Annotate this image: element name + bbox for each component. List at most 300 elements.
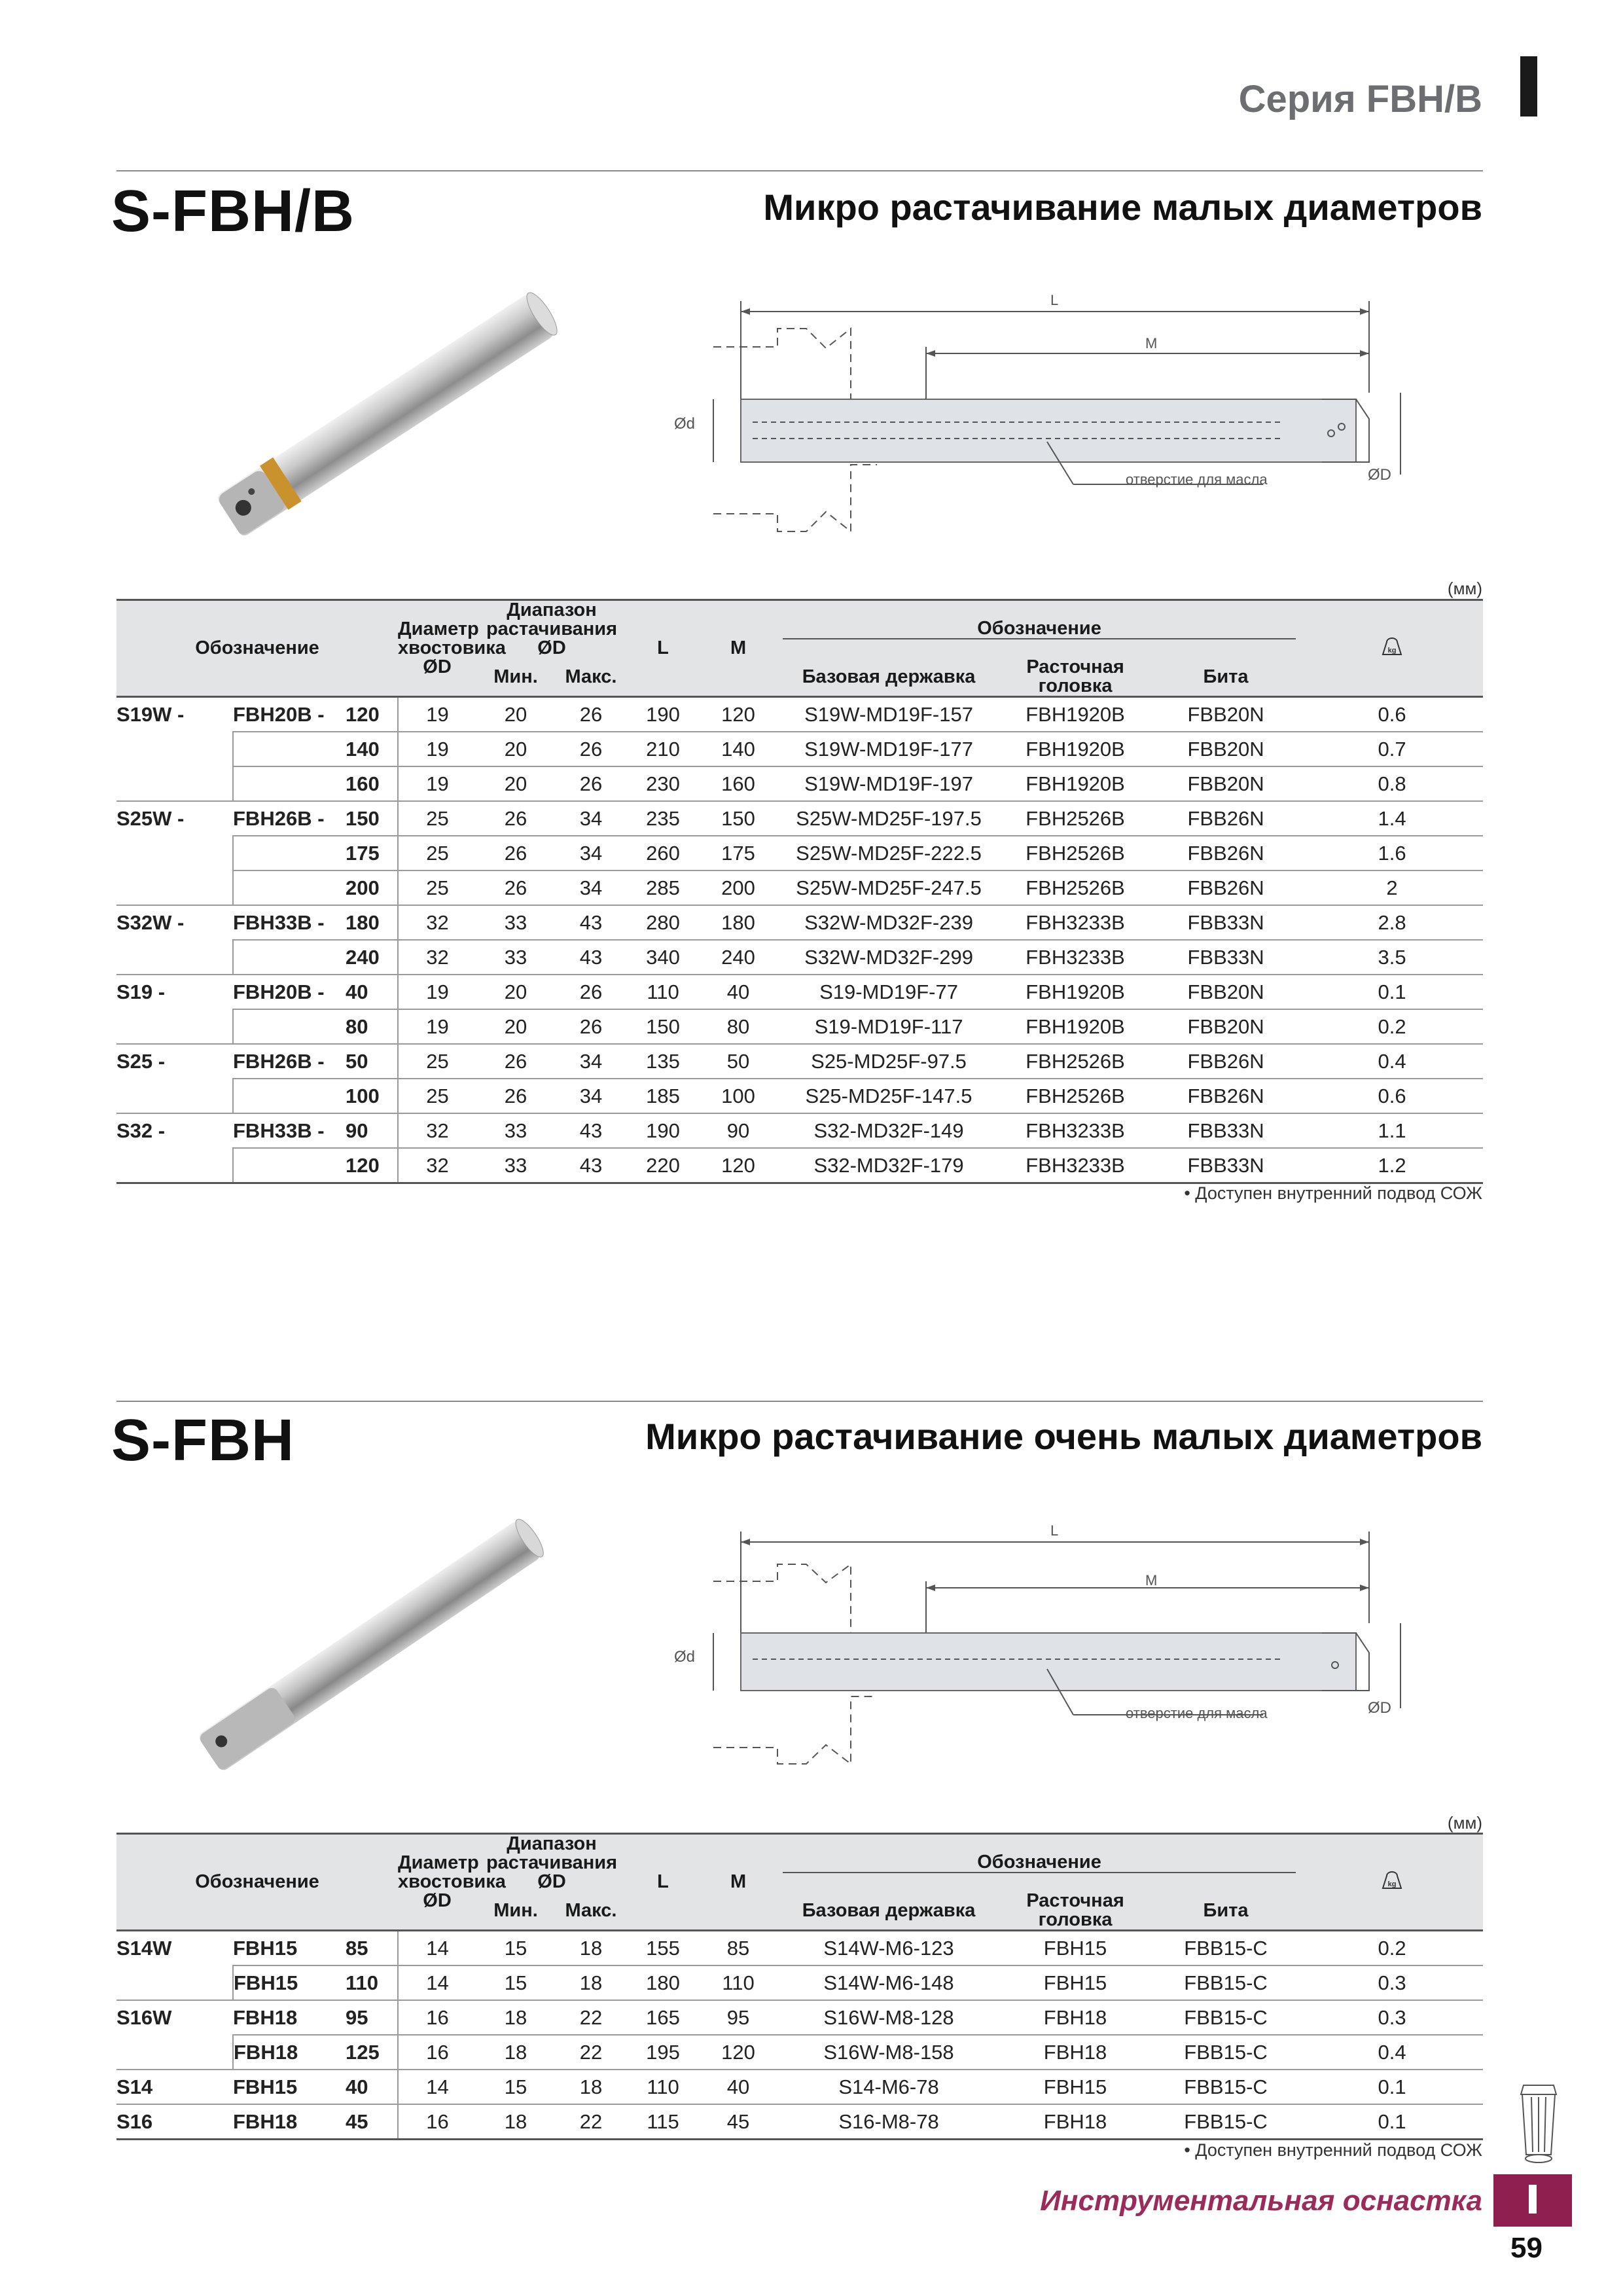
table-row — [116, 2104, 1483, 2140]
section1-subtitle: Микро растачивание малых диаметров — [763, 187, 1482, 228]
table-cell: FBH15 — [233, 2070, 346, 2104]
table-cell — [116, 836, 233, 870]
table-cell: FBH3233B — [1000, 940, 1150, 975]
table-row — [116, 975, 1483, 1009]
table-cell: S25 - — [116, 1050, 166, 1073]
footer-section-title: Инструментальная оснастка — [1040, 2185, 1482, 2217]
col-designation: Обозначение — [116, 1834, 398, 1931]
table-cell: FBH33B - — [233, 905, 346, 940]
col-L: L — [627, 600, 699, 697]
section1-dim-L: L — [1050, 292, 1059, 308]
table-cell: FBB33N — [1150, 905, 1301, 940]
table-cell: FBH15 — [233, 1931, 346, 1966]
table-cell: FBB15-C — [1150, 1965, 1301, 2000]
table-cell: 16 — [398, 2035, 476, 2070]
table-cell: 32 — [398, 905, 476, 940]
table-cell: S14W-M6-123 — [777, 1931, 1000, 1966]
table-cell: FBH18 — [1000, 2035, 1150, 2070]
table-cell: 230 — [627, 766, 699, 801]
table-cell: FBB33N — [1150, 1113, 1301, 1148]
table-cell: 19 — [398, 1009, 476, 1044]
table-cell: 26 — [555, 1009, 627, 1044]
section2-dim-D: ØD — [1368, 1699, 1391, 1717]
table-cell: 80 — [346, 1009, 398, 1044]
table-cell: 26 — [555, 766, 627, 801]
col-range: Диапазон растачивания ØD — [476, 600, 627, 658]
table-cell: 2.8 — [1301, 905, 1483, 940]
table-cell: 185 — [627, 1079, 699, 1113]
col-max: Макс. — [555, 1892, 627, 1931]
boring-bar-photo-icon — [183, 1505, 589, 1787]
table-cell: 40 — [699, 2070, 777, 2104]
table-cell — [233, 1009, 346, 1044]
table-cell: 14 — [398, 2070, 476, 2104]
table-row — [116, 940, 1483, 975]
table-cell: 0.3 — [1301, 2000, 1483, 2035]
table-cell: 34 — [555, 1044, 627, 1079]
col-bit: Бита — [1150, 1892, 1301, 1931]
table-cell: FBH2526B — [1000, 1079, 1150, 1113]
table-cell — [233, 940, 346, 975]
table-cell: 0.7 — [1301, 732, 1483, 766]
table-cell: 235 — [627, 801, 699, 836]
table-cell: 285 — [627, 870, 699, 905]
table-cell: FBH1920B — [1000, 1009, 1150, 1044]
table-cell: FBB26N — [1150, 870, 1301, 905]
section2-dimension-drawing — [654, 1525, 1453, 1767]
table-cell: FBH18 — [233, 2104, 346, 2140]
table-cell: FBH1920B — [1000, 697, 1150, 732]
table-cell: 0.3 — [1301, 1965, 1483, 2000]
table-cell: 190 — [627, 697, 699, 732]
table-cell: FBH15 — [1000, 2070, 1150, 2104]
table-cell: FBH1920B — [1000, 732, 1150, 766]
table-cell: 20 — [476, 732, 555, 766]
table-cell: 18 — [476, 2035, 555, 2070]
table-cell: FBB15-C — [1150, 2104, 1301, 2140]
col-shank: Диаметр хвостовика ØD — [398, 600, 476, 697]
table-cell: 0.4 — [1301, 1044, 1483, 1079]
table-cell: 20 — [476, 1009, 555, 1044]
table-cell: S25W-MD25F-222.5 — [777, 836, 1000, 870]
col-base: Базовая державка — [777, 658, 1000, 697]
col-weight — [1301, 600, 1483, 697]
table-cell: 50 — [699, 1044, 777, 1079]
section2-coolant-note: • Доступен внутренний подвод СОЖ — [1184, 2140, 1482, 2160]
table-cell: 120 — [699, 1148, 777, 1183]
table-cell: FBH26B - — [233, 801, 346, 836]
table-cell: 80 — [699, 1009, 777, 1044]
table-cell: 150 — [699, 801, 777, 836]
table-cell: FBH2526B — [1000, 870, 1150, 905]
section2-oil-hole-label: отверстие для масла — [1126, 1705, 1268, 1721]
table-cell: FBH3233B — [1000, 905, 1150, 940]
col-shank: Диаметр хвостовика ØD — [398, 1834, 476, 1931]
table-cell: FBH1920B — [1000, 975, 1150, 1009]
table-cell: 18 — [555, 1965, 627, 2000]
table-row — [116, 801, 1483, 836]
table-cell: 110 — [699, 1965, 777, 2000]
table-cell: 18 — [555, 2070, 627, 2104]
table-cell: 19 — [398, 697, 476, 732]
col-head: Расточная головка — [1000, 1892, 1150, 1931]
col-range: Диапазон растачивания ØD — [476, 1834, 627, 1892]
table-cell: 160 — [346, 766, 398, 801]
table-cell: 165 — [627, 2000, 699, 2035]
table-cell: 1.1 — [1301, 1113, 1483, 1148]
table-cell: 110 — [627, 2070, 699, 2104]
table-cell: 1.2 — [1301, 1148, 1483, 1183]
table-cell: 18 — [555, 1931, 627, 1966]
table-cell: FBH18 — [1000, 2000, 1150, 2035]
table-row — [116, 766, 1483, 801]
table-cell: 19 — [398, 732, 476, 766]
series-title: Серия FBH/B — [1238, 78, 1482, 120]
table-cell — [116, 766, 233, 801]
section2-subtitle: Микро растачивание очень малых диаметров — [645, 1416, 1482, 1457]
svg-text:kg: kg — [1387, 646, 1397, 655]
table-cell: 85 — [346, 1931, 398, 1966]
table-row — [116, 2000, 1483, 2035]
table-cell: 155 — [627, 1931, 699, 1966]
table-cell: 200 — [346, 870, 398, 905]
table-cell: 120 — [346, 1148, 398, 1183]
table-cell: FBH20B - — [233, 697, 346, 732]
table-cell: 220 — [627, 1148, 699, 1183]
table-cell: FBB20N — [1150, 766, 1301, 801]
table-cell: 240 — [699, 940, 777, 975]
table-cell: S25W-MD25F-247.5 — [777, 870, 1000, 905]
table-cell: S16W — [116, 2006, 172, 2029]
kg-weight-icon — [1379, 637, 1405, 656]
table-cell: 20 — [476, 766, 555, 801]
section1-dim-d: Ød — [674, 415, 696, 433]
table-row — [116, 1044, 1483, 1079]
table-cell: FBB15-C — [1150, 2035, 1301, 2070]
table-row — [116, 2035, 1483, 2070]
table-cell: 135 — [627, 1044, 699, 1079]
table-cell: S32-MD32F-179 — [777, 1148, 1000, 1183]
table-cell: 3.5 — [1301, 940, 1483, 975]
section1-unit: (мм) — [1447, 579, 1482, 598]
table-cell: 95 — [346, 2000, 398, 2035]
table-cell: FBH2526B — [1000, 1044, 1150, 1079]
table-cell: 0.1 — [1301, 2070, 1483, 2104]
table-cell: S19-MD19F-77 — [777, 975, 1000, 1009]
table-cell: 16 — [398, 2104, 476, 2140]
table-cell: FBH18 — [1000, 2104, 1150, 2140]
table-cell: 140 — [346, 732, 398, 766]
table-cell: S14W — [116, 1937, 172, 1960]
table-row — [116, 732, 1483, 766]
table-cell: FBH15 — [1000, 1931, 1150, 1966]
table-cell: 25 — [398, 1079, 476, 1113]
table-cell: 180 — [346, 905, 398, 940]
table-cell: 15 — [476, 2070, 555, 2104]
table-cell: 22 — [555, 2035, 627, 2070]
table-cell: FBH3233B — [1000, 1148, 1150, 1183]
table-cell: 85 — [699, 1931, 777, 1966]
table-cell — [116, 732, 233, 766]
table-cell — [233, 836, 346, 870]
table-cell: 19 — [398, 975, 476, 1009]
table-cell: S14 — [116, 2070, 233, 2104]
table-cell: 120 — [699, 2035, 777, 2070]
table-row — [116, 697, 1483, 732]
kg-weight-icon — [1379, 1871, 1405, 1890]
table-cell: FBB15-C — [1150, 2070, 1301, 2104]
section2-spec-table — [116, 1833, 1483, 2140]
table-cell: 180 — [627, 1965, 699, 2000]
table-cell: S19-MD19F-117 — [777, 1009, 1000, 1044]
table-cell — [233, 732, 346, 766]
table-cell: 34 — [555, 836, 627, 870]
section2-code: S-FBH — [111, 1408, 294, 1473]
table-cell: 180 — [699, 905, 777, 940]
table-cell: S25-MD25F-97.5 — [777, 1044, 1000, 1079]
table-cell: FBB15-C — [1150, 2000, 1301, 2035]
table-cell: 26 — [476, 1079, 555, 1113]
series-marker-bar — [1520, 56, 1537, 117]
table-cell: 95 — [699, 2000, 777, 2035]
table-cell: 26 — [476, 870, 555, 905]
section2-unit: (мм) — [1447, 1813, 1482, 1833]
col-designation: Обозначение — [116, 600, 398, 697]
table-row — [116, 2070, 1483, 2104]
collet-icon — [1516, 2081, 1561, 2166]
table-cell: 33 — [476, 1113, 555, 1148]
section1-dimension-drawing — [654, 288, 1453, 537]
table-cell: 14 — [398, 1965, 476, 2000]
section1-dim-M: M — [1145, 335, 1158, 351]
table-cell: 1.4 — [1301, 801, 1483, 836]
table-cell: 43 — [555, 1113, 627, 1148]
table-cell: 120 — [346, 697, 398, 732]
col-max: Макс. — [555, 658, 627, 697]
table-cell: FBH2526B — [1000, 836, 1150, 870]
table-cell: 160 — [699, 766, 777, 801]
table-cell: 22 — [555, 2104, 627, 2140]
col-M: M — [699, 1834, 777, 1931]
table-cell: FBH3233B — [1000, 1113, 1150, 1148]
table-cell: S25W - — [116, 807, 185, 830]
svg-text:kg: kg — [1387, 1880, 1397, 1888]
table-cell: FBB26N — [1150, 1044, 1301, 1079]
table-cell: 33 — [476, 1148, 555, 1183]
table-cell: 200 — [699, 870, 777, 905]
table-cell — [233, 1148, 346, 1183]
table-cell: S14W-M6-148 — [777, 1965, 1000, 2000]
table-row — [116, 1009, 1483, 1044]
col-designation-group: Обозначение — [777, 1834, 1301, 1892]
section1-coolant-note: • Доступен внутренний подвод СОЖ — [1184, 1183, 1482, 1203]
table-cell: 115 — [627, 2104, 699, 2140]
table-cell: 26 — [476, 1044, 555, 1079]
table-cell: S16W-M8-128 — [777, 2000, 1000, 2035]
table-cell: FBH18 — [233, 2000, 346, 2035]
table-cell: FBH18 — [233, 2035, 346, 2070]
table-cell: S14-M6-78 — [777, 2070, 1000, 2104]
table-row — [116, 870, 1483, 905]
section2-divider — [116, 1401, 1483, 1402]
table-cell — [233, 870, 346, 905]
table-cell: 0.8 — [1301, 766, 1483, 801]
table-cell: 40 — [346, 2070, 398, 2104]
table-cell: 16 — [398, 2000, 476, 2035]
table-cell: 140 — [699, 732, 777, 766]
col-designation-group: Обозначение — [777, 600, 1301, 658]
section2-dim-d: Ød — [674, 1648, 696, 1666]
table-cell: 50 — [346, 1044, 398, 1079]
table-row — [116, 905, 1483, 940]
table-cell: 195 — [627, 2035, 699, 2070]
table-cell: 0.4 — [1301, 2035, 1483, 2070]
table-cell: S19W-MD19F-157 — [777, 697, 1000, 732]
table-cell: 0.2 — [1301, 1931, 1483, 1966]
table-cell: 0.6 — [1301, 1079, 1483, 1113]
table-cell: 32 — [398, 1148, 476, 1183]
page-number: 59 — [1510, 2232, 1543, 2264]
table-cell: FBH20B - — [233, 975, 346, 1009]
table-cell — [116, 940, 233, 975]
table-cell: 0.6 — [1301, 697, 1483, 732]
table-cell: FBH15 — [233, 1965, 346, 2000]
section1-spec-table — [116, 599, 1483, 1184]
table-cell: 175 — [699, 836, 777, 870]
table-cell — [233, 766, 346, 801]
table-cell: 26 — [476, 836, 555, 870]
table-cell: S19 - — [116, 980, 166, 1003]
table-cell: 1.6 — [1301, 836, 1483, 870]
table-cell: FBB33N — [1150, 940, 1301, 975]
table-row — [116, 1079, 1483, 1113]
table-cell: 150 — [627, 1009, 699, 1044]
table-cell: 90 — [699, 1113, 777, 1148]
table-cell: 125 — [346, 2035, 398, 2070]
table-cell: 19 — [398, 766, 476, 801]
col-min: Мин. — [476, 658, 555, 697]
table-cell: 34 — [555, 801, 627, 836]
table-row — [116, 1965, 1483, 2000]
table-cell: 0.1 — [1301, 2104, 1483, 2140]
table-cell: 110 — [627, 975, 699, 1009]
table-cell: FBB20N — [1150, 732, 1301, 766]
table-cell: FBB26N — [1150, 836, 1301, 870]
table-cell: FBB20N — [1150, 1009, 1301, 1044]
table-cell: 15 — [476, 1931, 555, 1966]
table-cell: 33 — [476, 940, 555, 975]
section1-dim-D: ØD — [1368, 466, 1391, 484]
col-bit: Бита — [1150, 658, 1301, 697]
table-cell: FBB33N — [1150, 1148, 1301, 1183]
table-cell — [116, 870, 233, 905]
table-cell: S16 — [116, 2104, 233, 2140]
table-cell: 14 — [398, 1931, 476, 1966]
table-cell: 26 — [555, 975, 627, 1009]
col-head: Расточная головка — [1000, 658, 1150, 697]
section2-dim-M: M — [1145, 1572, 1158, 1588]
table-cell: 43 — [555, 1148, 627, 1183]
table-cell: 34 — [555, 870, 627, 905]
table-cell — [116, 1965, 233, 2000]
table-cell: 190 — [627, 1113, 699, 1148]
table-cell: FBB15-C — [1150, 1931, 1301, 1966]
table-row — [116, 1931, 1483, 1966]
section2-dim-L: L — [1050, 1522, 1059, 1539]
table-cell: FBB26N — [1150, 1079, 1301, 1113]
table-cell: FBH26B - — [233, 1044, 346, 1079]
table-cell — [116, 1079, 233, 1113]
table-cell: S16-M8-78 — [777, 2104, 1000, 2140]
table-cell: S19W - — [116, 703, 185, 726]
table-cell: FBB20N — [1150, 697, 1301, 732]
table-cell: 2 — [1301, 870, 1483, 905]
table-cell — [116, 2035, 233, 2070]
table-cell: 18 — [476, 2104, 555, 2140]
table-cell — [233, 1079, 346, 1113]
table-cell: 15 — [476, 1965, 555, 2000]
table-cell: 22 — [555, 2000, 627, 2035]
col-base: Базовая державка — [777, 1892, 1000, 1931]
col-min: Мин. — [476, 1892, 555, 1931]
section1-oil-hole-label: отверстие для масла — [1126, 471, 1268, 488]
table-cell: S32 - — [116, 1119, 166, 1142]
table-cell: S32W-MD32F-299 — [777, 940, 1000, 975]
table-cell: 25 — [398, 836, 476, 870]
table-cell: S32W-MD32F-239 — [777, 905, 1000, 940]
table-cell: 43 — [555, 905, 627, 940]
table-cell: S25-MD25F-147.5 — [777, 1079, 1000, 1113]
table-cell: S25W-MD25F-197.5 — [777, 801, 1000, 836]
table-cell: 0.2 — [1301, 1009, 1483, 1044]
table-cell: 100 — [699, 1079, 777, 1113]
table-cell: 120 — [699, 697, 777, 732]
table-cell: 45 — [699, 2104, 777, 2140]
table-cell: 32 — [398, 940, 476, 975]
table-cell: 150 — [346, 801, 398, 836]
table-cell — [116, 1148, 233, 1183]
table-cell: 340 — [627, 940, 699, 975]
col-weight — [1301, 1834, 1483, 1931]
table-cell: 20 — [476, 975, 555, 1009]
table-cell: 25 — [398, 1044, 476, 1079]
table-cell: 210 — [627, 732, 699, 766]
table-cell: 32 — [398, 1113, 476, 1148]
table-cell — [116, 1009, 233, 1044]
table-cell: 25 — [398, 801, 476, 836]
section1-code: S-FBH/B — [111, 179, 355, 244]
table-cell: FBB26N — [1150, 801, 1301, 836]
table-row — [116, 836, 1483, 870]
table-cell: FBH2526B — [1000, 801, 1150, 836]
table-cell: 260 — [627, 836, 699, 870]
table-cell: 18 — [476, 2000, 555, 2035]
table-cell: 40 — [699, 975, 777, 1009]
table-cell: 110 — [346, 1965, 398, 2000]
table-row — [116, 1148, 1483, 1183]
table-cell: 25 — [398, 870, 476, 905]
table-cell: FBH1920B — [1000, 766, 1150, 801]
table-cell: S32-MD32F-149 — [777, 1113, 1000, 1148]
table-cell: 40 — [346, 975, 398, 1009]
table-cell: FBB20N — [1150, 975, 1301, 1009]
footer-section-marker — [1493, 2174, 1572, 2227]
table-cell: 20 — [476, 697, 555, 732]
table-cell: S16W-M8-158 — [777, 2035, 1000, 2070]
table-row — [116, 1113, 1483, 1148]
table-cell: 26 — [476, 801, 555, 836]
table-cell: 240 — [346, 940, 398, 975]
